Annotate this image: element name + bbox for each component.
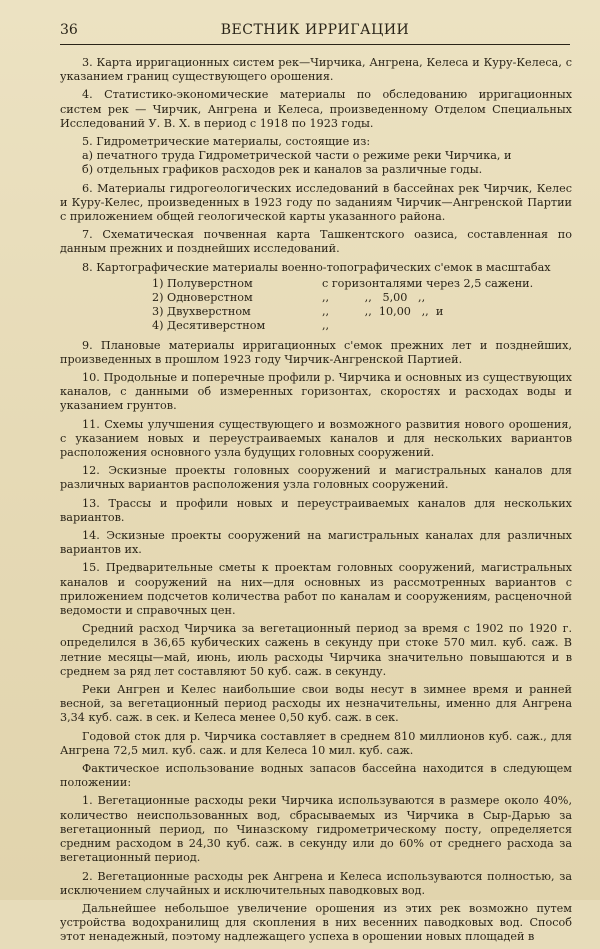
paragraph: 11. Схемы улучшения существующего и возможного развития нового орошения, с указанием новых и переустраиваемых каналов и для нескольких вариантов расположения основного узла будущих головных сооружений. bbox=[60, 417, 572, 460]
paragraph: Средний расход Чирчика за вегетационный период за время с 1902 по 1920 г. определился в 36,65 кубических сажень в секунду при стоке 570 мил. куб. саж. В летние месяцы—май, июнь, июль расходы Чирчика значительно повышаются и в среднем за ряд лет составляют 50 куб. саж. в секунду. bbox=[60, 622, 572, 678]
scale-row bbox=[152, 319, 572, 333]
paragraph: 2. Вегетационные расходы рек Ангрена и Келеса используваются полностью, за исключением случайных и исключительных паводковых вод. bbox=[60, 869, 572, 897]
scale-detail: ,, ,, 5,00 ,, bbox=[322, 291, 426, 305]
scale-label: 4) Десятиверстном bbox=[152, 319, 266, 333]
paragraph: 4. Статистико-экономические материалы по обследованию ирригационных систем рек — Чирчик, Ангрена и Келеса, произведенному Отделом Специальных Исследований У. В. Х. в период с 1918 по 1923 годы. bbox=[60, 88, 572, 130]
scale-label: 1) Полуверстном bbox=[152, 276, 253, 290]
journal-title: ВЕСТНИК ИРРИГАЦИИ bbox=[220, 22, 410, 38]
scale-label: 3) Двухверстном bbox=[152, 305, 251, 319]
page-header bbox=[60, 22, 570, 45]
scale-detail: ,, ,, 10,00 ,, и bbox=[322, 305, 444, 319]
sub-item: а) печатного труда Гидрометрической части о режиме реки Чирчика, и bbox=[82, 149, 512, 163]
paragraph: 3. Карта ирригационных систем рек—Чирчика, Ангрена, Келеса и Куру-Келеса, с указанием границ существующего орошения. bbox=[60, 56, 572, 84]
paragraph: Годовой сток для р. Чирчика составляет в среднем 810 миллионов куб. саж., для Ангрена 72,5 мил. куб. саж. и для Келеса 10 мил. куб. саж. bbox=[60, 729, 572, 757]
scale-row bbox=[152, 277, 572, 291]
body-text bbox=[60, 56, 572, 949]
paragraph: 9. Плановые материалы ирригационных с'емок прежних лет и позднейших, произведенных в прошлом 1923 году Чирчик-Ангренской Партией. bbox=[60, 338, 572, 366]
paragraph: 7. Схематическая почвенная карта Ташкентского оазиса, составленная по данным прежних и позднейших исследований. bbox=[60, 228, 572, 256]
paragraph: 6. Материалы гидрогеологических исследований в бассейнах рек Чирчик, Келес и Куру-Келес, произведенных в 1923 году по заданиям Чирчик—Ангренской Партии с приложением общей геологической карты указанного района. bbox=[60, 181, 572, 224]
paragraph: 10. Продольные и поперечные профили р. Чирчика и основных из существующих каналов, с данными об измеренных горизонтах, скоростях и расходах воды и указанием грунтов. bbox=[60, 371, 572, 413]
paragraph: 15. Предварительные сметы к проектам головных сооружений, магистральных каналов и сооружений на них—для основных из рассмотренных вариантов с приложением подсчетов количества работ по каналам и сооружениям, расценочной ведомости и справочных цен. bbox=[60, 561, 572, 618]
scale-label: 2) Одноверстном bbox=[152, 291, 253, 305]
paragraph: 5. Гидрометрические материалы, состоящие из: bbox=[82, 135, 371, 149]
scale-detail: с горизонталями через 2,5 сажени. bbox=[322, 276, 534, 290]
scale-list bbox=[152, 277, 572, 334]
scale-row bbox=[152, 291, 572, 305]
paragraph: Фактическое использование водных запасов бассейна находится в следующем положении: bbox=[60, 762, 572, 790]
paragraph: 12. Эскизные проекты головных сооружений и магистральных каналов для различных вариантов расположения узла головных сооружений. bbox=[60, 464, 572, 492]
sub-item: б) отдельных графиков расходов рек и каналов за различные годы. bbox=[82, 163, 483, 177]
scale-detail: ,, bbox=[322, 319, 330, 333]
paragraph: 8. Картографические материалы военно-топографических с'емок в масштабах bbox=[82, 260, 551, 274]
page-number: 36 bbox=[60, 22, 78, 38]
paragraph: Реки Ангрен и Келес наибольшие свои воды несут в зимнее время и ранней весной, за вегетационный период расходы их незначительны, именно для Ангрена 3,34 куб. саж. в сек. и Келеса менее 0,50 куб. саж. в сек. bbox=[60, 683, 572, 725]
paragraph: 13. Трассы и профили новых и переустраиваемых каналов для нескольких вариантов. bbox=[60, 496, 572, 524]
paragraph: 1. Вегетационные расходы реки Чирчика используваются в размере около 40%, количество неиспользованных вод, сбрасываемых из Чирчика в Сыр-Дарью за вегетационный период, по Чиназскому гидрометрическому посту, определяется средним расходом в 24,30 куб. саж. в секунду или до 60% от среднего расхода за вегетационный период. bbox=[60, 794, 572, 865]
paragraph: 14. Эскизные проекты сооружений на магистральных каналах для различных вариантов их. bbox=[60, 529, 572, 557]
paragraph: Дальнейшее небольшое увеличение орошения из этих рек возможно путем устройства водохранилищ для скопления в них весенних паводковых вод. Способ этот ненадежный, поэтому надлежащего успеха в орошении новых площадей в bbox=[60, 901, 572, 944]
scale-row bbox=[152, 305, 572, 319]
